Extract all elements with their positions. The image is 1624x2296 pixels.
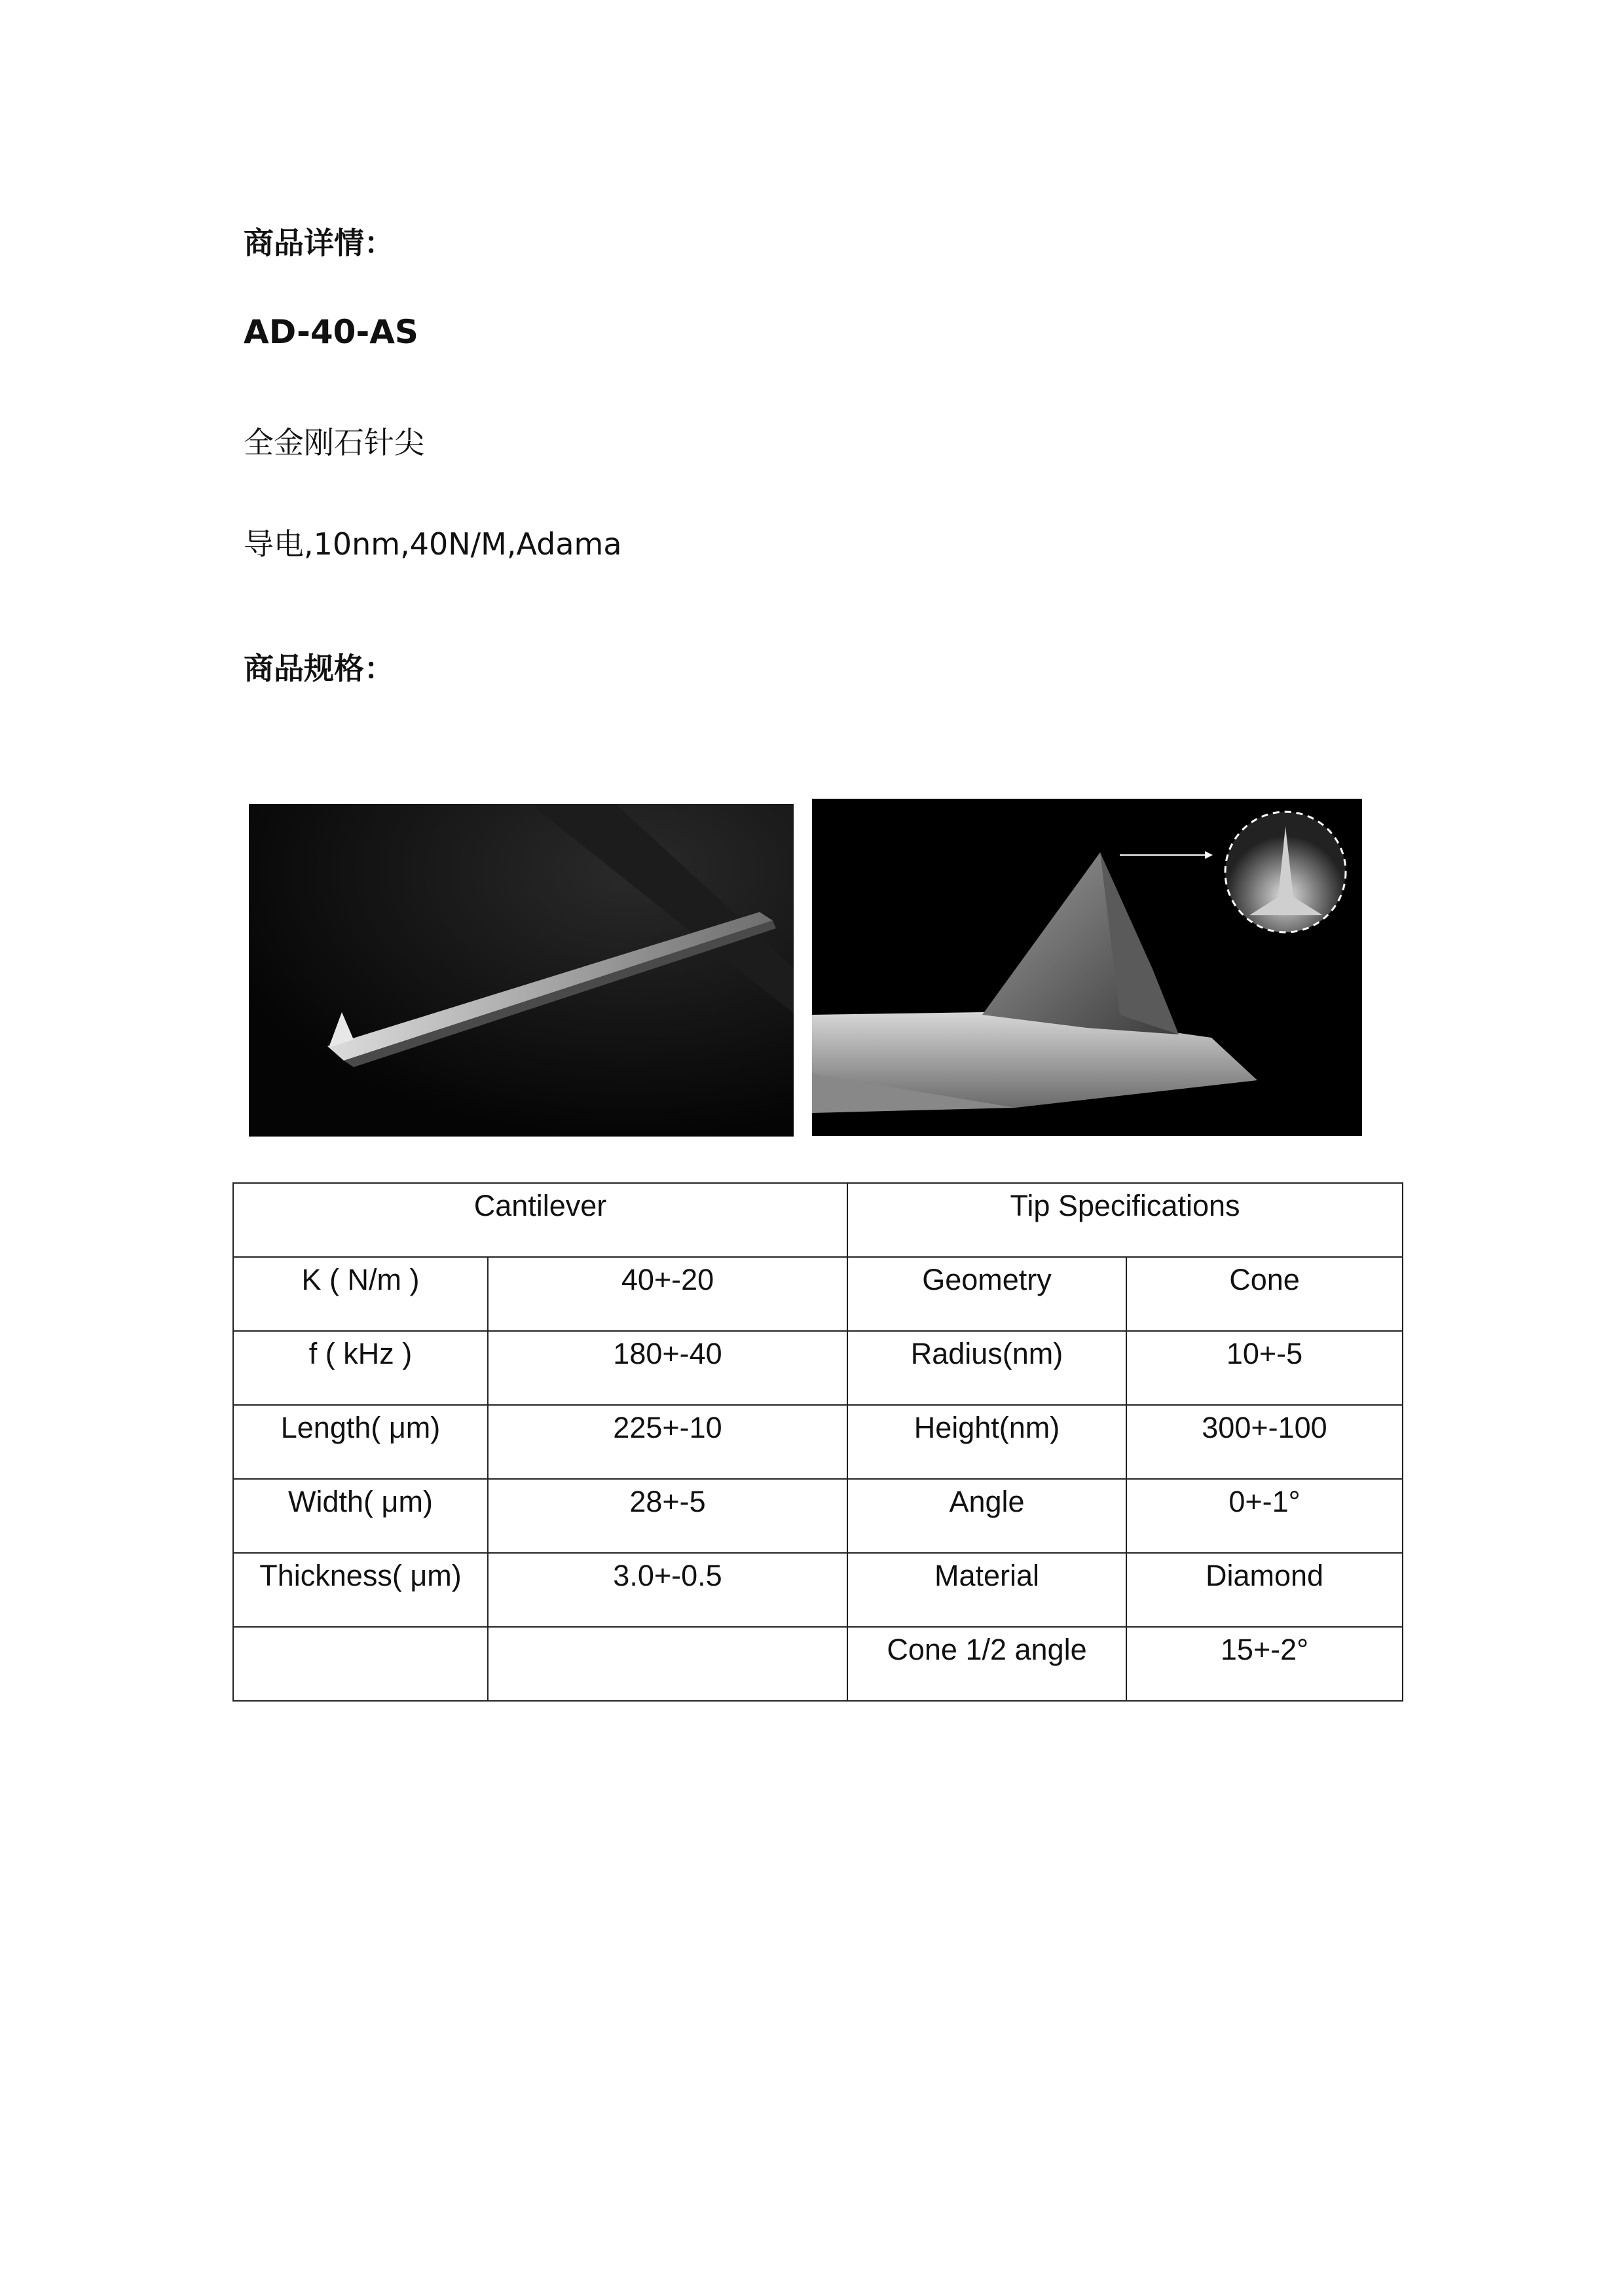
spec-heading: 商品规格：: [244, 651, 394, 686]
table-row: [233, 1479, 1403, 1553]
tip-param-value: 0+-1°: [1126, 1479, 1403, 1553]
cantilever-sem-image: [249, 804, 794, 1137]
product-model: AD-40-AS: [244, 313, 418, 351]
cantilever-param-label: f ( kHz ): [233, 1331, 488, 1405]
detail-heading: 商品详情：: [244, 225, 394, 261]
tip-param-value: Cone: [1126, 1257, 1403, 1331]
cantilever-param-value: 225+-10: [488, 1405, 847, 1479]
table-row: [233, 1257, 1403, 1331]
cantilever-param-label: Thickness( μm): [233, 1553, 488, 1627]
cantilever-param-value: 28+-5: [488, 1479, 847, 1553]
table-row: [233, 1627, 1403, 1701]
table-row: [233, 1405, 1403, 1479]
cantilever-param-label: [233, 1627, 488, 1701]
tip-param-label: Angle: [847, 1479, 1126, 1553]
cantilever-param-value: 40+-20: [488, 1257, 847, 1331]
table-header-row: [233, 1183, 1403, 1257]
cantilever-param-value: [488, 1627, 847, 1701]
cantilever-param-label: K ( N/m ): [233, 1257, 488, 1331]
tip-param-value: 10+-5: [1126, 1331, 1403, 1405]
tip-param-label: Height(nm): [847, 1405, 1126, 1479]
spec-table: [232, 1182, 1403, 1702]
tip-spec-header: Tip Specifications: [847, 1183, 1403, 1257]
cantilever-param-label: Width( μm): [233, 1479, 488, 1553]
product-description-line-1: 全金刚石针尖: [244, 425, 424, 460]
product-description-line-2: 导电,10nm,40N/M,Adama: [244, 526, 622, 562]
tip-param-label: Material: [847, 1553, 1126, 1627]
table-row: [233, 1553, 1403, 1627]
tip-param-label: Radius(nm): [847, 1331, 1126, 1405]
tip-param-label: Cone 1/2 angle: [847, 1627, 1126, 1701]
cantilever-param-value: 3.0+-0.5: [488, 1553, 847, 1627]
tip-param-value: 15+-2°: [1126, 1627, 1403, 1701]
cantilever-param-label: Length( μm): [233, 1405, 488, 1479]
cantilever-param-value: 180+-40: [488, 1331, 847, 1405]
table-row: [233, 1331, 1403, 1405]
tip-param-label: Geometry: [847, 1257, 1126, 1331]
cantilever-header: Cantilever: [233, 1183, 847, 1257]
tip-param-value: 300+-100: [1126, 1405, 1403, 1479]
tip-sem-image: [812, 799, 1362, 1136]
tip-param-value: Diamond: [1126, 1553, 1403, 1627]
